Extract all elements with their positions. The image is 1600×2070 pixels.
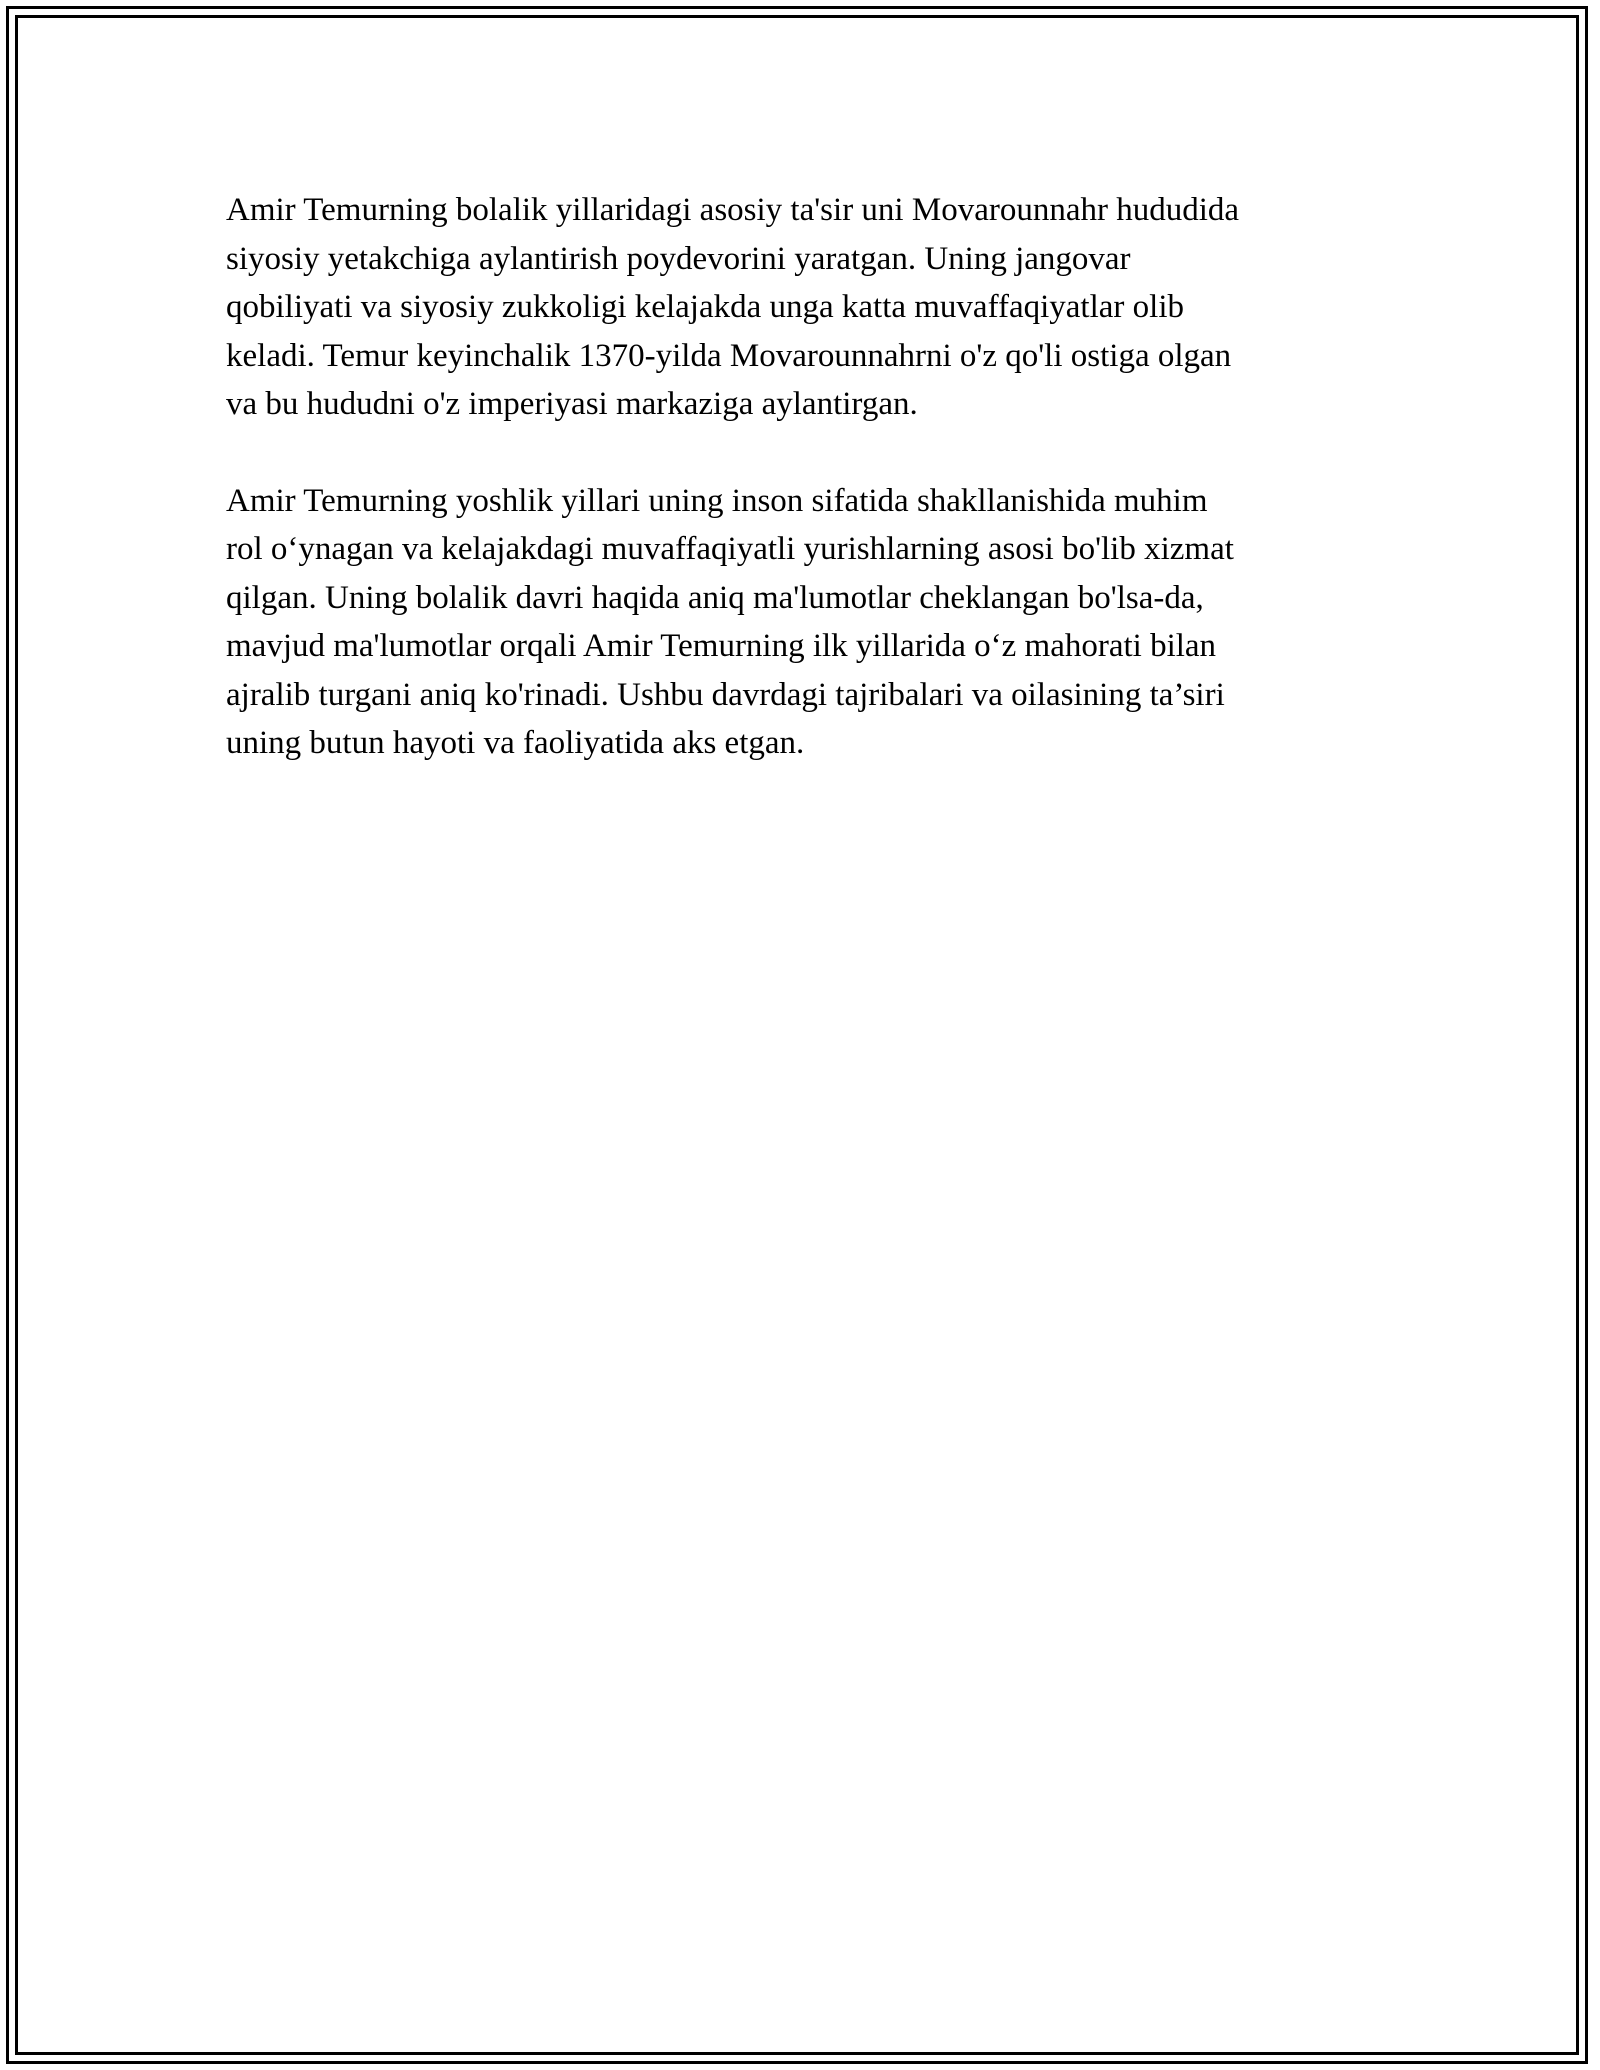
- document-body: [226, 186, 1386, 768]
- paragraph-2: Amir Temurning yoshlik yillari uning inson sifatida shakllanishida muhim rol o‘ynagan va kelajakdagi muvaffaqiyatli yurishlarning asosi bo'lib xizmat qilgan. Uning bolalik davri haqida aniq ma'lumotlar cheklangan bo'lsa-da, mavjud ma'lumotlar orqali Amir Temurning ilk yillarida o‘z mahorati bilan ajralib turgani aniq ko'rinadi. Ushbu davrdagi tajribalari va oilasining ta’siri uning butun hayoti va faoliyatida aks etgan.: [226, 482, 1234, 761]
- paragraph-1: Amir Temurning bolalik yillaridagi asosiy ta'sir uni Movarounnahr hududida siyosiy yetakchiga aylantirish poydevorini yaratgan. Uning jangovar qobiliyati va siyosiy zukkoligi kelajakda unga katta muvaffaqiyatlar olib keladi. Temur keyinchalik 1370-yilda Movarounnahrni o'z qo'li ostiga olgan va bu hududni o'z imperiyasi markaziga aylantirgan.: [226, 192, 1240, 422]
